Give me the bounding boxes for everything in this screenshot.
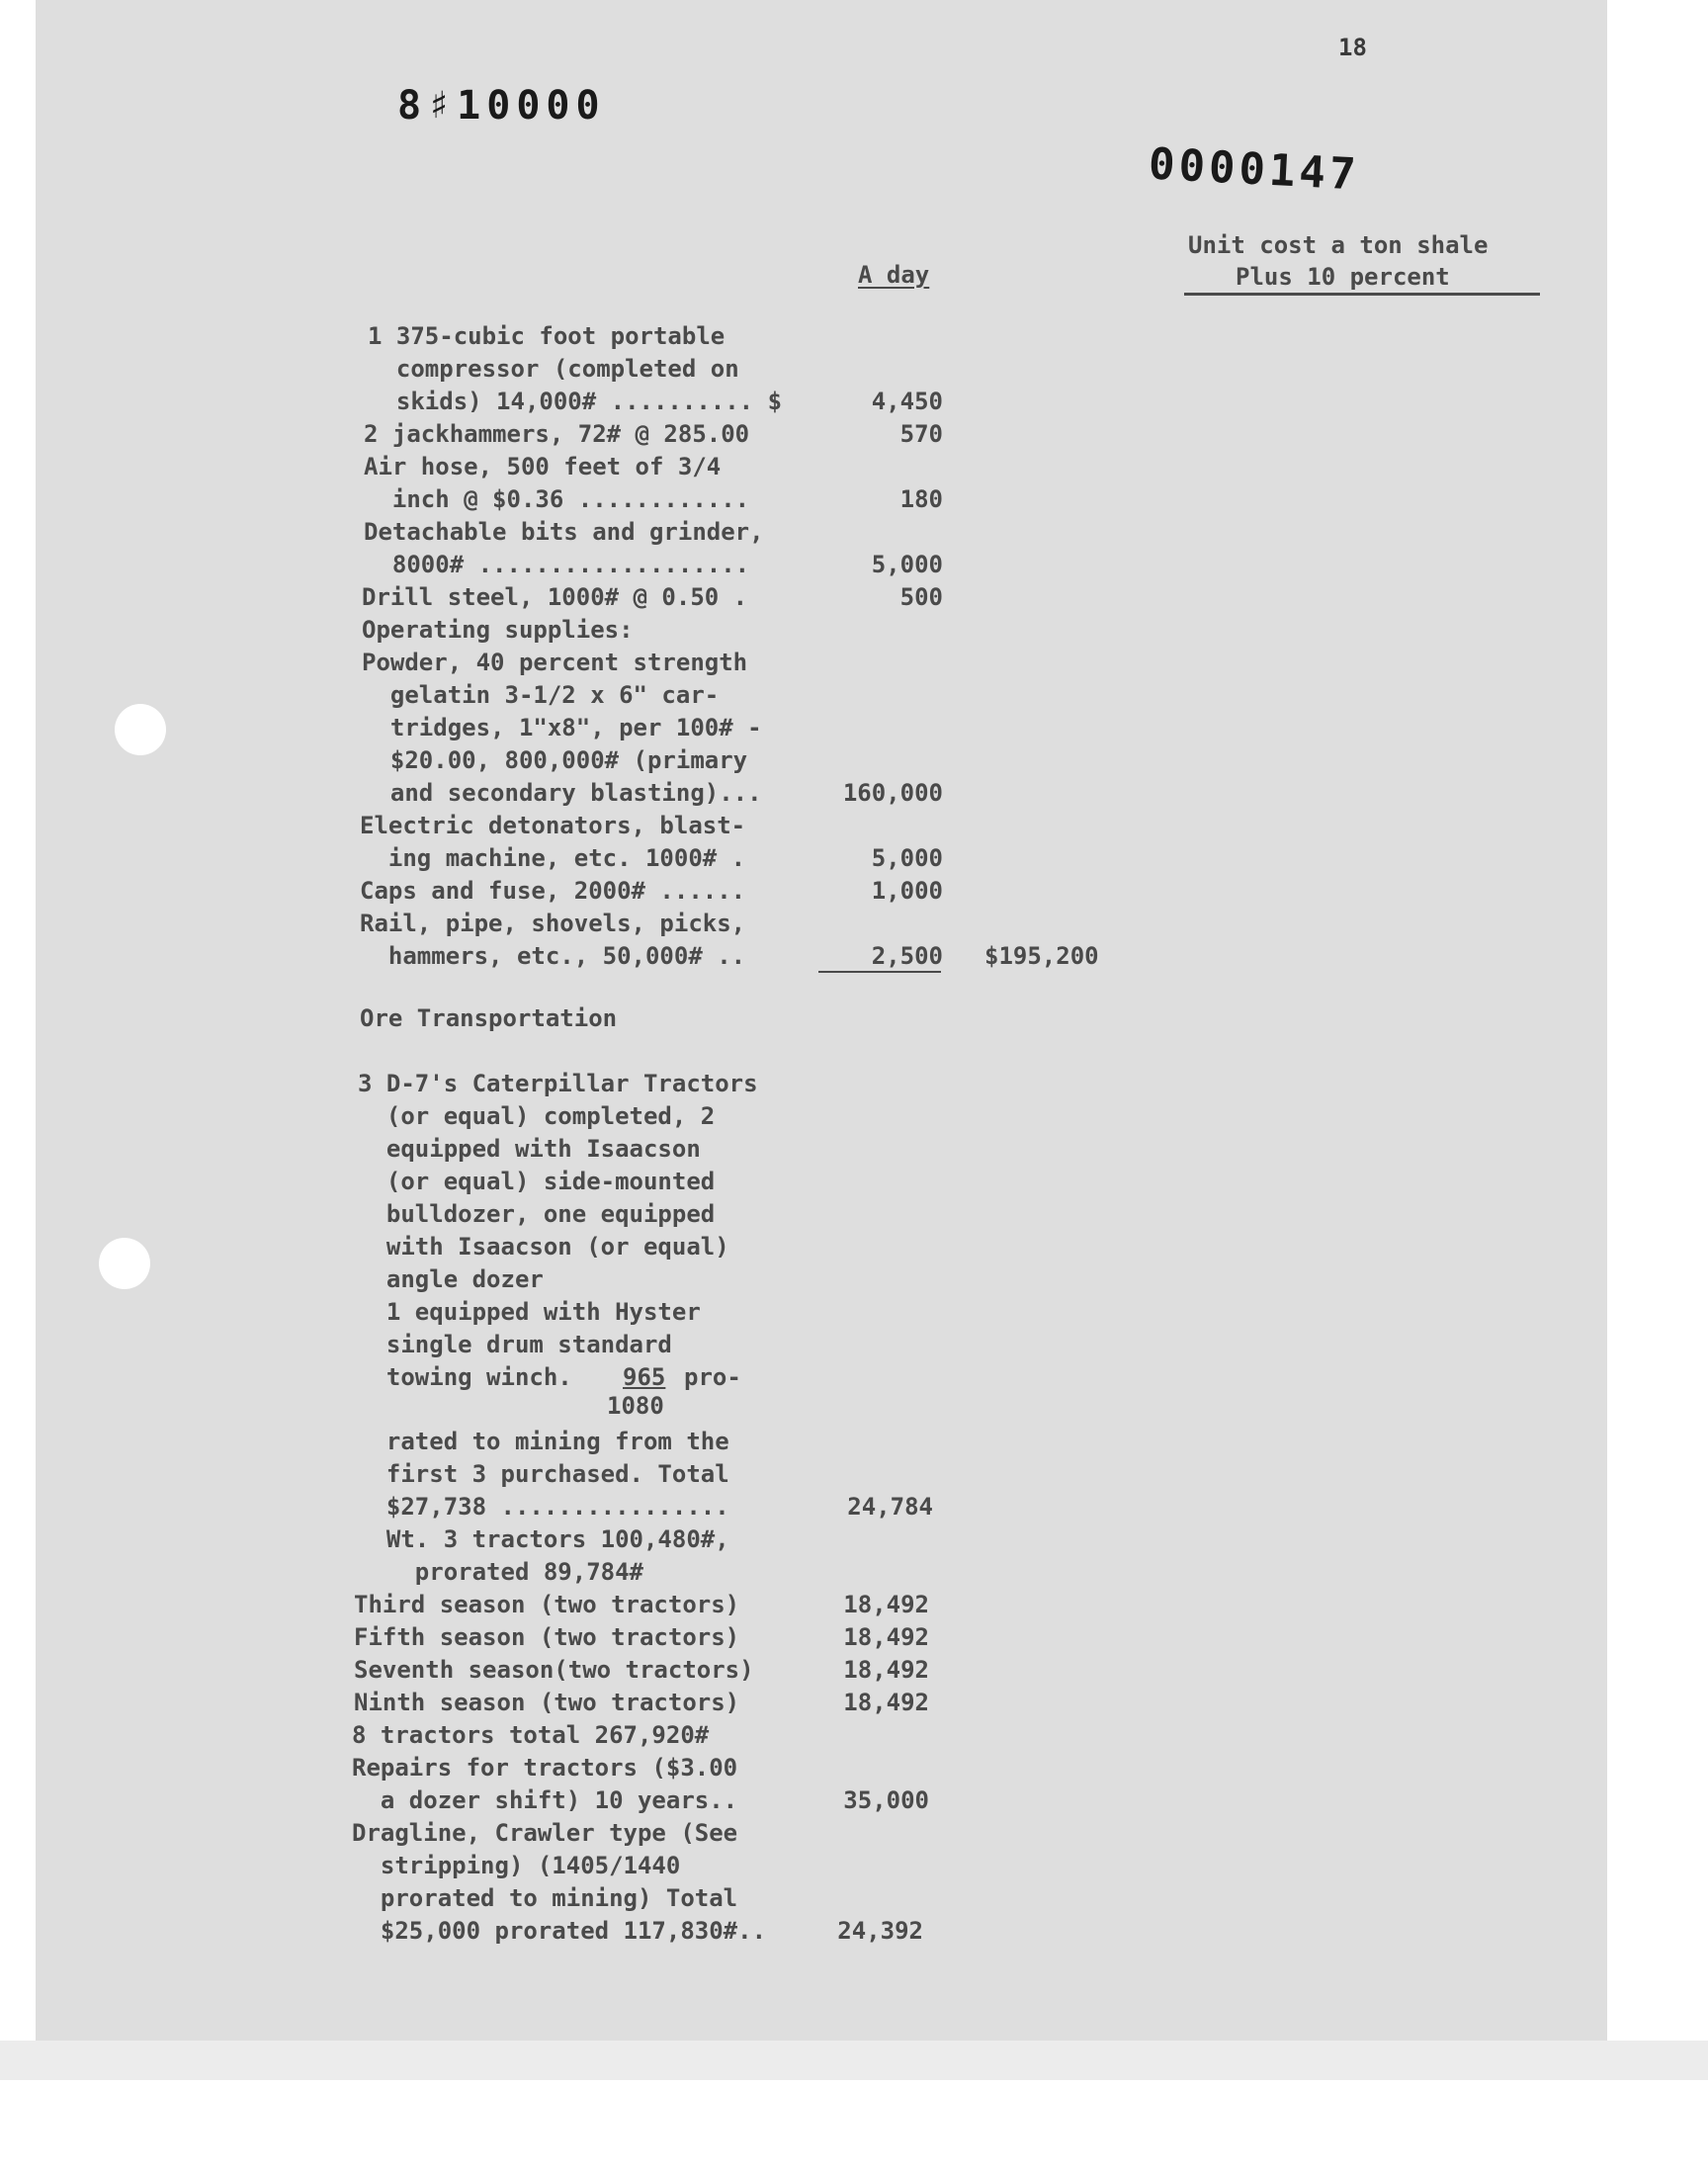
amount-dragline: 24,392 <box>837 1917 923 1945</box>
season-seventh: Seventh season(two tractors) <box>354 1656 754 1684</box>
amount-season-fifth: 18,492 <box>843 1623 929 1651</box>
equipment-total: $195,200 <box>984 942 1099 970</box>
amount-bits-grinder: 5,000 <box>871 551 943 578</box>
header-a-day: A day <box>858 261 930 289</box>
amount-season-seventh: 18,492 <box>843 1656 929 1684</box>
serial-stamp-left: 8♯10000 <box>397 83 606 129</box>
subtotal-rule <box>818 971 941 973</box>
season-fifth: Fifth season (two tractors) <box>354 1623 740 1651</box>
document-page <box>36 0 1607 2041</box>
operating-supplies-label: Operating supplies: <box>362 616 634 644</box>
item-drill-steel: Drill steel, 1000# @ 0.50 . <box>362 583 748 611</box>
header-unit-cost: Unit cost a ton shale <box>1188 231 1489 259</box>
item-detonators: Electric detonators, blast- ing machine, etc. 1000# . <box>360 812 746 872</box>
item-bits-grinder: Detachable bits and grinder, 8000# ................... <box>364 518 764 578</box>
header-rule <box>1184 293 1540 296</box>
item-powder: Powder, 40 percent strength gelatin 3-1/2 x 6" car- tridges, 1"x8", per 100# - $20.00, 800,000# (primary and secondary blasting)... <box>362 649 762 807</box>
amount-rail-pipe: 2,500 <box>871 942 943 970</box>
punch-hole <box>115 704 166 755</box>
amount-season-third: 18,492 <box>843 1591 929 1618</box>
item-dragline: Dragline, Crawler type (See stripping) (1405/1440 prorated to mining) Total $25,000 prorated 117,830#.. <box>352 1819 767 1945</box>
punch-hole <box>99 1238 150 1289</box>
season-third: Third season (two tractors) <box>354 1591 740 1618</box>
header-plus-percent: Plus 10 percent <box>1236 263 1450 291</box>
amount-jackhammers: 570 <box>899 420 943 448</box>
amount-detonators: 5,000 <box>871 844 943 872</box>
item-rail-pipe: Rail, pipe, shovels, picks, hammers, etc., 50,000# .. <box>360 910 746 970</box>
amount-drill-steel: 500 <box>899 583 943 611</box>
fraction-numerator: 965 <box>623 1363 666 1391</box>
section-title: Ore Transportation <box>360 1004 618 1032</box>
amount-caps-fuse: 1,000 <box>871 877 943 905</box>
amount-compressor: 4,450 <box>871 388 943 415</box>
item-repairs: Repairs for tractors ($3.00 a dozer shift) 10 years.. <box>352 1754 738 1814</box>
item-jackhammers: 2 jackhammers, 72# @ 285.00 <box>364 420 750 448</box>
page-number: 18 <box>1338 34 1367 61</box>
amount-powder: 160,000 <box>842 779 943 807</box>
amount-tractors: 24,784 <box>847 1493 933 1521</box>
tractors-total: 8 tractors total 267,920# <box>352 1721 710 1749</box>
amount-air-hose: 180 <box>899 485 943 513</box>
page-edge <box>0 2041 1708 2080</box>
tractor-weight: Wt. 3 tractors 100,480#, prorated 89,784# <box>385 1525 729 1586</box>
amount-season-ninth: 18,492 <box>843 1689 929 1716</box>
item-air-hose: Air hose, 500 feet of 3/4 inch @ $0.36 ............ <box>364 453 750 513</box>
tractor-description: 3 D-7's Caterpillar Tractors (or equal) completed, 2 equipped with Isaacson (or equal) side-mounted bulldozer, one equipped with Isaacson (or equal) angle dozer 1 equipped with Hyster single drum standard towing winch. <box>358 1070 758 1391</box>
item-compressor: 1 375-cubic foot portable compressor (completed on skids) 14,000# .......... $ <box>368 322 783 415</box>
tractor-proration: rated to mining from the first 3 purchased. Total $27,738 ................ <box>385 1428 729 1521</box>
amount-repairs: 35,000 <box>843 1786 929 1814</box>
serial-stamp-right: 0000147 <box>1147 138 1361 201</box>
season-ninth: Ninth season (two tractors) <box>354 1689 740 1716</box>
fraction-denominator: 1080 <box>607 1392 664 1420</box>
item-caps-fuse: Caps and fuse, 2000# ...... <box>360 877 746 905</box>
fraction-suffix: pro- <box>684 1363 741 1391</box>
